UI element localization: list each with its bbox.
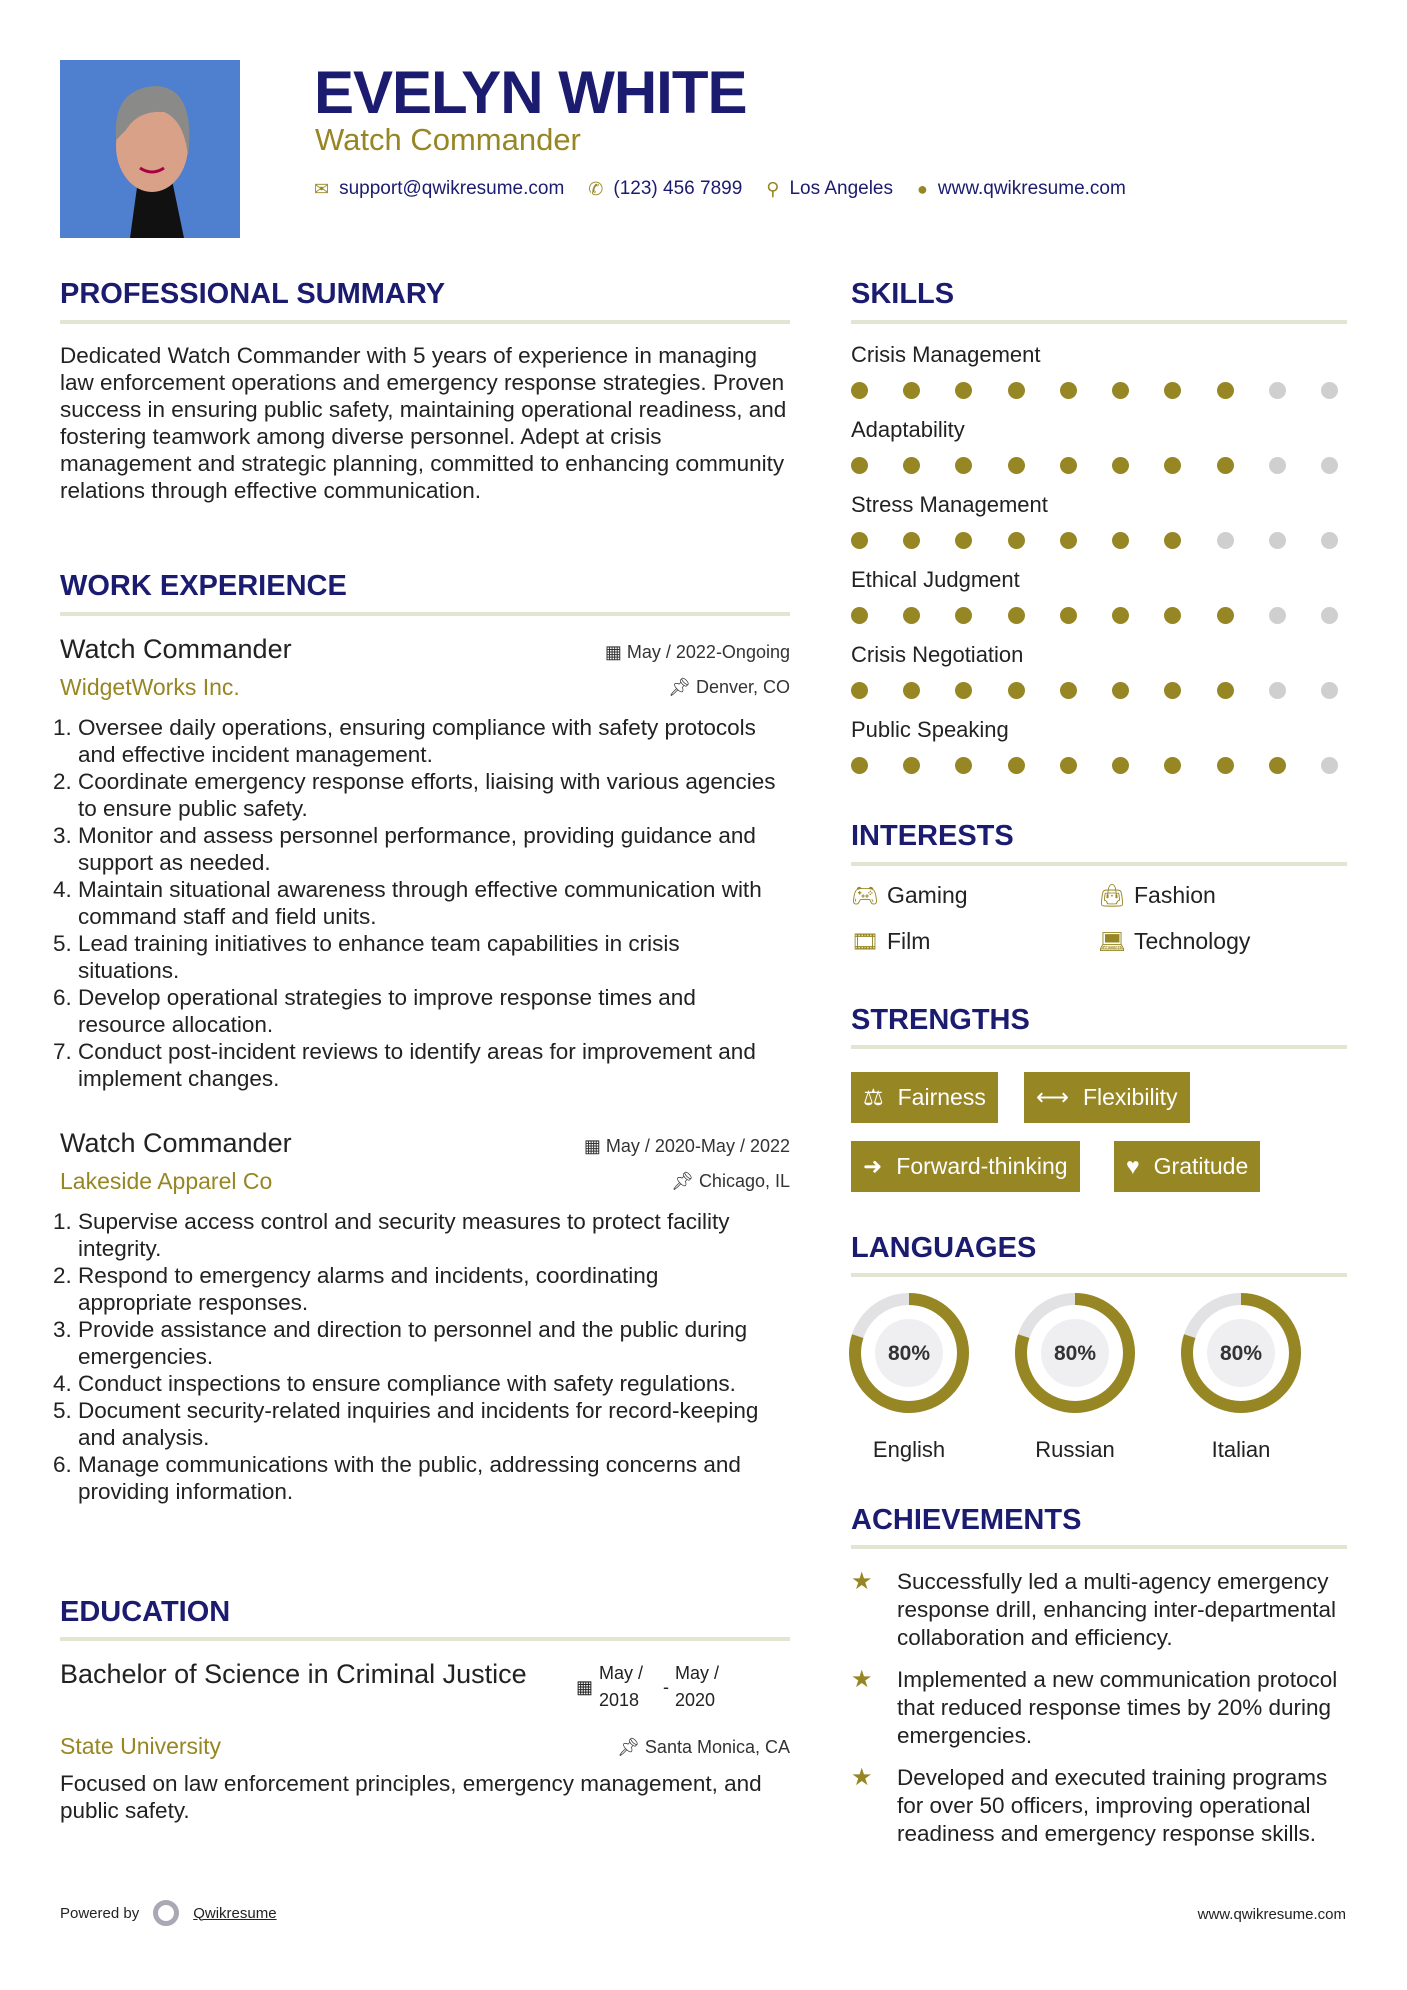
rating-dot-empty	[1321, 607, 1338, 624]
rating-dot-empty	[1269, 607, 1286, 624]
rating-dot-filled	[1112, 607, 1129, 624]
job-title: Watch Commander	[60, 1128, 292, 1158]
candidate-title: Watch Commander	[315, 122, 581, 157]
footer-powered	[60, 1900, 277, 1926]
profile-photo	[60, 60, 240, 238]
rating-dot-filled	[1008, 757, 1025, 774]
arrows-horizontal-icon: ⟷	[1036, 1084, 1069, 1110]
language-name: English	[872, 1437, 946, 1462]
rating-dot-filled	[851, 532, 868, 549]
language-item	[848, 1292, 970, 1463]
rating-dot-filled	[1060, 607, 1077, 624]
list-item: 3. Provide assistance and direction to personnel and the public during emergencies.	[78, 1316, 778, 1370]
rating-dot-empty	[1321, 682, 1338, 699]
heart-icon: ♥	[1126, 1153, 1140, 1179]
list-item: 4. Maintain situational awareness through effective communication with command staff and field units.	[78, 876, 778, 930]
film-icon: 🎞︎	[851, 928, 879, 954]
work-heading: WORK EXPERIENCE	[60, 570, 347, 602]
rating-dot-filled	[1008, 607, 1025, 624]
rating-dot-filled	[1060, 757, 1077, 774]
star-icon: ★	[851, 1764, 873, 1791]
achievements-heading: ACHIEVEMENTS	[851, 1504, 1082, 1536]
company-name: WidgetWorks Inc.	[60, 674, 240, 700]
rating-dot-filled	[1164, 382, 1181, 399]
list-item: 7. Conduct post-incident reviews to identify areas for improvement and implement changes.	[78, 1038, 778, 1092]
rating-dot-filled	[1217, 757, 1234, 774]
language-progress-ring	[1014, 1292, 1136, 1414]
divider	[851, 320, 1347, 324]
list-item: 3. Monitor and assess personnel performance, providing guidance and support as needed.	[78, 822, 778, 876]
achievements-list	[851, 1568, 1347, 1848]
job-dates	[605, 642, 790, 663]
rating-dot-filled	[851, 382, 868, 399]
education-location	[617, 1737, 790, 1758]
rating-dot-filled	[1112, 757, 1129, 774]
rating-dot-filled	[1008, 532, 1025, 549]
rating-dot-filled	[955, 532, 972, 549]
rating-dot-empty	[1321, 757, 1338, 774]
summary-text: Dedicated Watch Commander with 5 years of experience in managing law enforcement operations and emergency response strategies. Proven success in ensuring public safety, maintaining operational readiness, and fostering teamwork among diverse personnel. Adept at crisis management and strategic planning, committed to enhancing community relations through effective communication.	[60, 343, 787, 503]
rating-dot-filled	[1008, 457, 1025, 474]
divider	[60, 320, 790, 324]
powered-by-text: Powered by	[60, 1904, 140, 1922]
rating-dot-empty	[1269, 532, 1286, 549]
company-name: Lakeside Apparel Co	[60, 1168, 273, 1194]
skill-rating	[851, 682, 1338, 699]
job-location	[668, 677, 790, 698]
rating-dot-empty	[1269, 457, 1286, 474]
language-item	[1180, 1292, 1302, 1463]
list-item: 1. Oversee daily operations, ensuring compliance with safety protocols and effective incident management.	[78, 714, 778, 768]
contact-bar	[314, 178, 1126, 200]
rating-dot-filled	[903, 382, 920, 399]
rating-dot-filled	[903, 532, 920, 549]
interest-label: Film	[887, 928, 931, 954]
strength-label: Flexibility	[1082, 1084, 1178, 1110]
star-icon: ★	[851, 1568, 873, 1595]
interest-item	[1098, 882, 1216, 909]
strength-badge	[1114, 1141, 1260, 1192]
qwikresume-link[interactable]: Qwikresume	[193, 1904, 277, 1922]
achievement-text: Implemented a new communication protocol that reduced response times by 20% during emergencies.	[897, 1667, 1338, 1748]
list-item: 5. Lead training initiatives to enhance team capabilities in crisis situations.	[78, 930, 778, 984]
skill-rating	[851, 382, 1338, 399]
interest-item	[1098, 928, 1250, 955]
interest-label: Gaming	[887, 882, 968, 908]
rating-dot-filled	[1112, 382, 1129, 399]
rating-dot-filled	[903, 757, 920, 774]
location-text: Los Angeles	[789, 178, 893, 199]
laptop-icon: 💻︎	[1098, 928, 1126, 954]
achievement-item	[851, 1764, 1347, 1848]
list-item: 2. Respond to emergency alarms and incidents, coordinating appropriate responses.	[78, 1262, 778, 1316]
interest-label: Technology	[1134, 928, 1251, 954]
dates-text: May / 2020-May / 2022	[605, 1136, 790, 1156]
rating-dot-filled	[1060, 382, 1077, 399]
calendar-icon: ▦	[576, 1677, 594, 1697]
envelope-icon: ✉	[314, 178, 330, 199]
job-location	[671, 1171, 790, 1192]
rating-dot-filled	[851, 607, 868, 624]
skill-rating	[851, 532, 1338, 549]
list-item: 6. Develop operational strategies to improve response times and resource allocation.	[78, 984, 778, 1038]
calendar-icon: ▦	[604, 642, 627, 662]
rating-dot-empty	[1321, 457, 1338, 474]
rating-dot-filled	[1164, 757, 1181, 774]
school: State University	[60, 1733, 222, 1759]
languages-heading: LANGUAGES	[851, 1232, 1037, 1264]
footer-website[interactable]: www.qwikresume.com	[1197, 1906, 1346, 1923]
candidate-name: EVELYN WHITE	[314, 59, 747, 126]
strength-badge	[851, 1072, 998, 1123]
rating-dot-filled	[955, 682, 972, 699]
calendar-icon: ▦	[583, 1136, 606, 1156]
date-separator: -	[663, 1677, 670, 1697]
skills-heading: SKILLS	[851, 278, 955, 310]
job-title: Watch Commander	[60, 634, 292, 664]
rating-dot-filled	[1112, 682, 1129, 699]
email-link[interactable]: support@qwikresume.com	[339, 178, 565, 199]
rating-dot-filled	[1112, 532, 1129, 549]
strength-badge	[851, 1141, 1080, 1192]
degree: Bachelor of Science in Criminal Justice	[60, 1659, 527, 1689]
language-progress-ring	[848, 1292, 970, 1414]
language-percent: 80%	[1219, 1342, 1263, 1365]
achievement-item	[851, 1568, 1347, 1652]
responsibilities-list	[60, 1208, 778, 1505]
rating-dot-filled	[955, 382, 972, 399]
shopping-bag-icon: 👜︎	[1098, 882, 1126, 908]
interest-item	[851, 882, 968, 909]
rating-dot-filled	[903, 682, 920, 699]
responsibilities-list	[60, 714, 778, 1092]
location-text: Chicago, IL	[698, 1171, 790, 1191]
rating-dot-empty	[1321, 382, 1338, 399]
skill-rating	[851, 457, 1338, 474]
location-text: Denver, CO	[695, 677, 790, 697]
rating-dot-filled	[903, 457, 920, 474]
pin-icon: 📌︎	[671, 1171, 699, 1191]
rating-dot-filled	[1112, 457, 1129, 474]
rating-dot-filled	[955, 607, 972, 624]
gamepad-icon: 🎮︎	[851, 882, 879, 908]
interests-heading: INTERESTS	[851, 820, 1014, 852]
interest-label: Fashion	[1134, 882, 1216, 908]
strengths-heading: STRENGTHS	[851, 1004, 1030, 1036]
location-text: Santa Monica, CA	[644, 1737, 790, 1757]
rating-dot-filled	[1217, 607, 1234, 624]
rating-dot-filled	[903, 607, 920, 624]
education-heading: EDUCATION	[60, 1596, 231, 1628]
skill-rating	[851, 607, 1338, 624]
rating-dot-filled	[1008, 382, 1025, 399]
strength-label: Forward-thinking	[896, 1153, 1068, 1179]
start-date: May / 2018	[599, 1663, 644, 1710]
skill-name: Adaptability	[851, 417, 965, 442]
pin-icon: 📌︎	[617, 1737, 645, 1757]
rating-dot-filled	[1164, 532, 1181, 549]
language-percent: 80%	[887, 1342, 931, 1365]
dates-text: May / 2022-Ongoing	[626, 642, 790, 662]
list-item: 2. Coordinate emergency response efforts, liaising with various agencies to ensure public safety.	[78, 768, 778, 822]
strength-label: Gratitude	[1153, 1153, 1249, 1179]
phone-icon: ✆	[588, 178, 604, 199]
rating-dot-empty	[1269, 382, 1286, 399]
divider	[851, 1545, 1347, 1549]
arrow-right-icon: ➜	[863, 1153, 883, 1179]
rating-dot-filled	[851, 682, 868, 699]
rating-dot-filled	[1269, 757, 1286, 774]
rating-dot-filled	[1060, 682, 1077, 699]
rating-dot-filled	[1217, 457, 1234, 474]
job-dates	[584, 1136, 790, 1157]
map-marker-icon: ⚲	[766, 178, 780, 199]
rating-dot-filled	[1164, 682, 1181, 699]
list-item: 6. Manage communications with the public, addressing concerns and providing information.	[78, 1451, 778, 1505]
divider	[851, 1273, 1347, 1277]
rating-dot-filled	[955, 457, 972, 474]
divider	[851, 862, 1347, 866]
rating-dot-filled	[1164, 607, 1181, 624]
rating-dot-filled	[955, 757, 972, 774]
achievement-item	[851, 1666, 1347, 1750]
rating-dot-empty	[1269, 682, 1286, 699]
end-date: May / 2020	[675, 1663, 720, 1710]
rating-dot-filled	[851, 457, 868, 474]
skill-name: Stress Management	[851, 492, 1048, 517]
rating-dot-filled	[851, 757, 868, 774]
divider	[60, 1637, 790, 1641]
education-description: Focused on law enforcement principles, emergency management, and public safety.	[60, 1771, 762, 1823]
balance-scale-icon: ⚖	[863, 1084, 884, 1110]
education-dates	[576, 1660, 733, 1714]
list-item: 4. Conduct inspections to ensure compliance with safety regulations.	[78, 1370, 778, 1397]
language-percent: 80%	[1053, 1342, 1097, 1365]
summary-heading: PROFESSIONAL SUMMARY	[60, 278, 446, 310]
interest-item	[851, 928, 930, 955]
achievement-text: Successfully led a multi-agency emergency response drill, enhancing inter-departmental collaboration and efficiency.	[897, 1569, 1337, 1650]
language-progress-ring	[1180, 1292, 1302, 1414]
rating-dot-empty	[1321, 532, 1338, 549]
rating-dot-filled	[1217, 382, 1234, 399]
strength-badge	[1024, 1072, 1190, 1123]
star-icon: ★	[851, 1666, 873, 1693]
pin-icon: 📌︎	[668, 677, 696, 697]
skill-name: Public Speaking	[851, 717, 1009, 742]
divider	[60, 612, 790, 616]
language-name: Italian	[1211, 1437, 1271, 1462]
rating-dot-empty	[1217, 532, 1234, 549]
rating-dot-filled	[1217, 682, 1234, 699]
qwikresume-logo-icon	[153, 1900, 179, 1926]
strength-label: Fairness	[897, 1084, 986, 1110]
skill-name: Ethical Judgment	[851, 567, 1020, 592]
language-item	[1014, 1292, 1136, 1463]
rating-dot-filled	[1008, 682, 1025, 699]
rating-dot-filled	[1060, 532, 1077, 549]
globe-icon: ●	[917, 178, 928, 199]
website-link[interactable]: www.qwikresume.com	[937, 178, 1126, 199]
phone-text: (123) 456 7899	[613, 178, 743, 199]
rating-dot-filled	[1164, 457, 1181, 474]
rating-dot-filled	[1060, 457, 1077, 474]
list-item: 1. Supervise access control and security measures to protect facility integrity.	[78, 1208, 778, 1262]
language-name: Russian	[1035, 1437, 1115, 1462]
list-item: 5. Document security-related inquiries and incidents for record-keeping and analysis.	[78, 1397, 778, 1451]
skill-name: Crisis Negotiation	[851, 642, 1024, 667]
achievement-text: Developed and executed training programs for over 50 officers, improving operational readiness and emergency response skills.	[897, 1765, 1328, 1846]
skill-rating	[851, 757, 1338, 774]
divider	[851, 1045, 1347, 1049]
skill-name: Crisis Management	[851, 342, 1041, 367]
